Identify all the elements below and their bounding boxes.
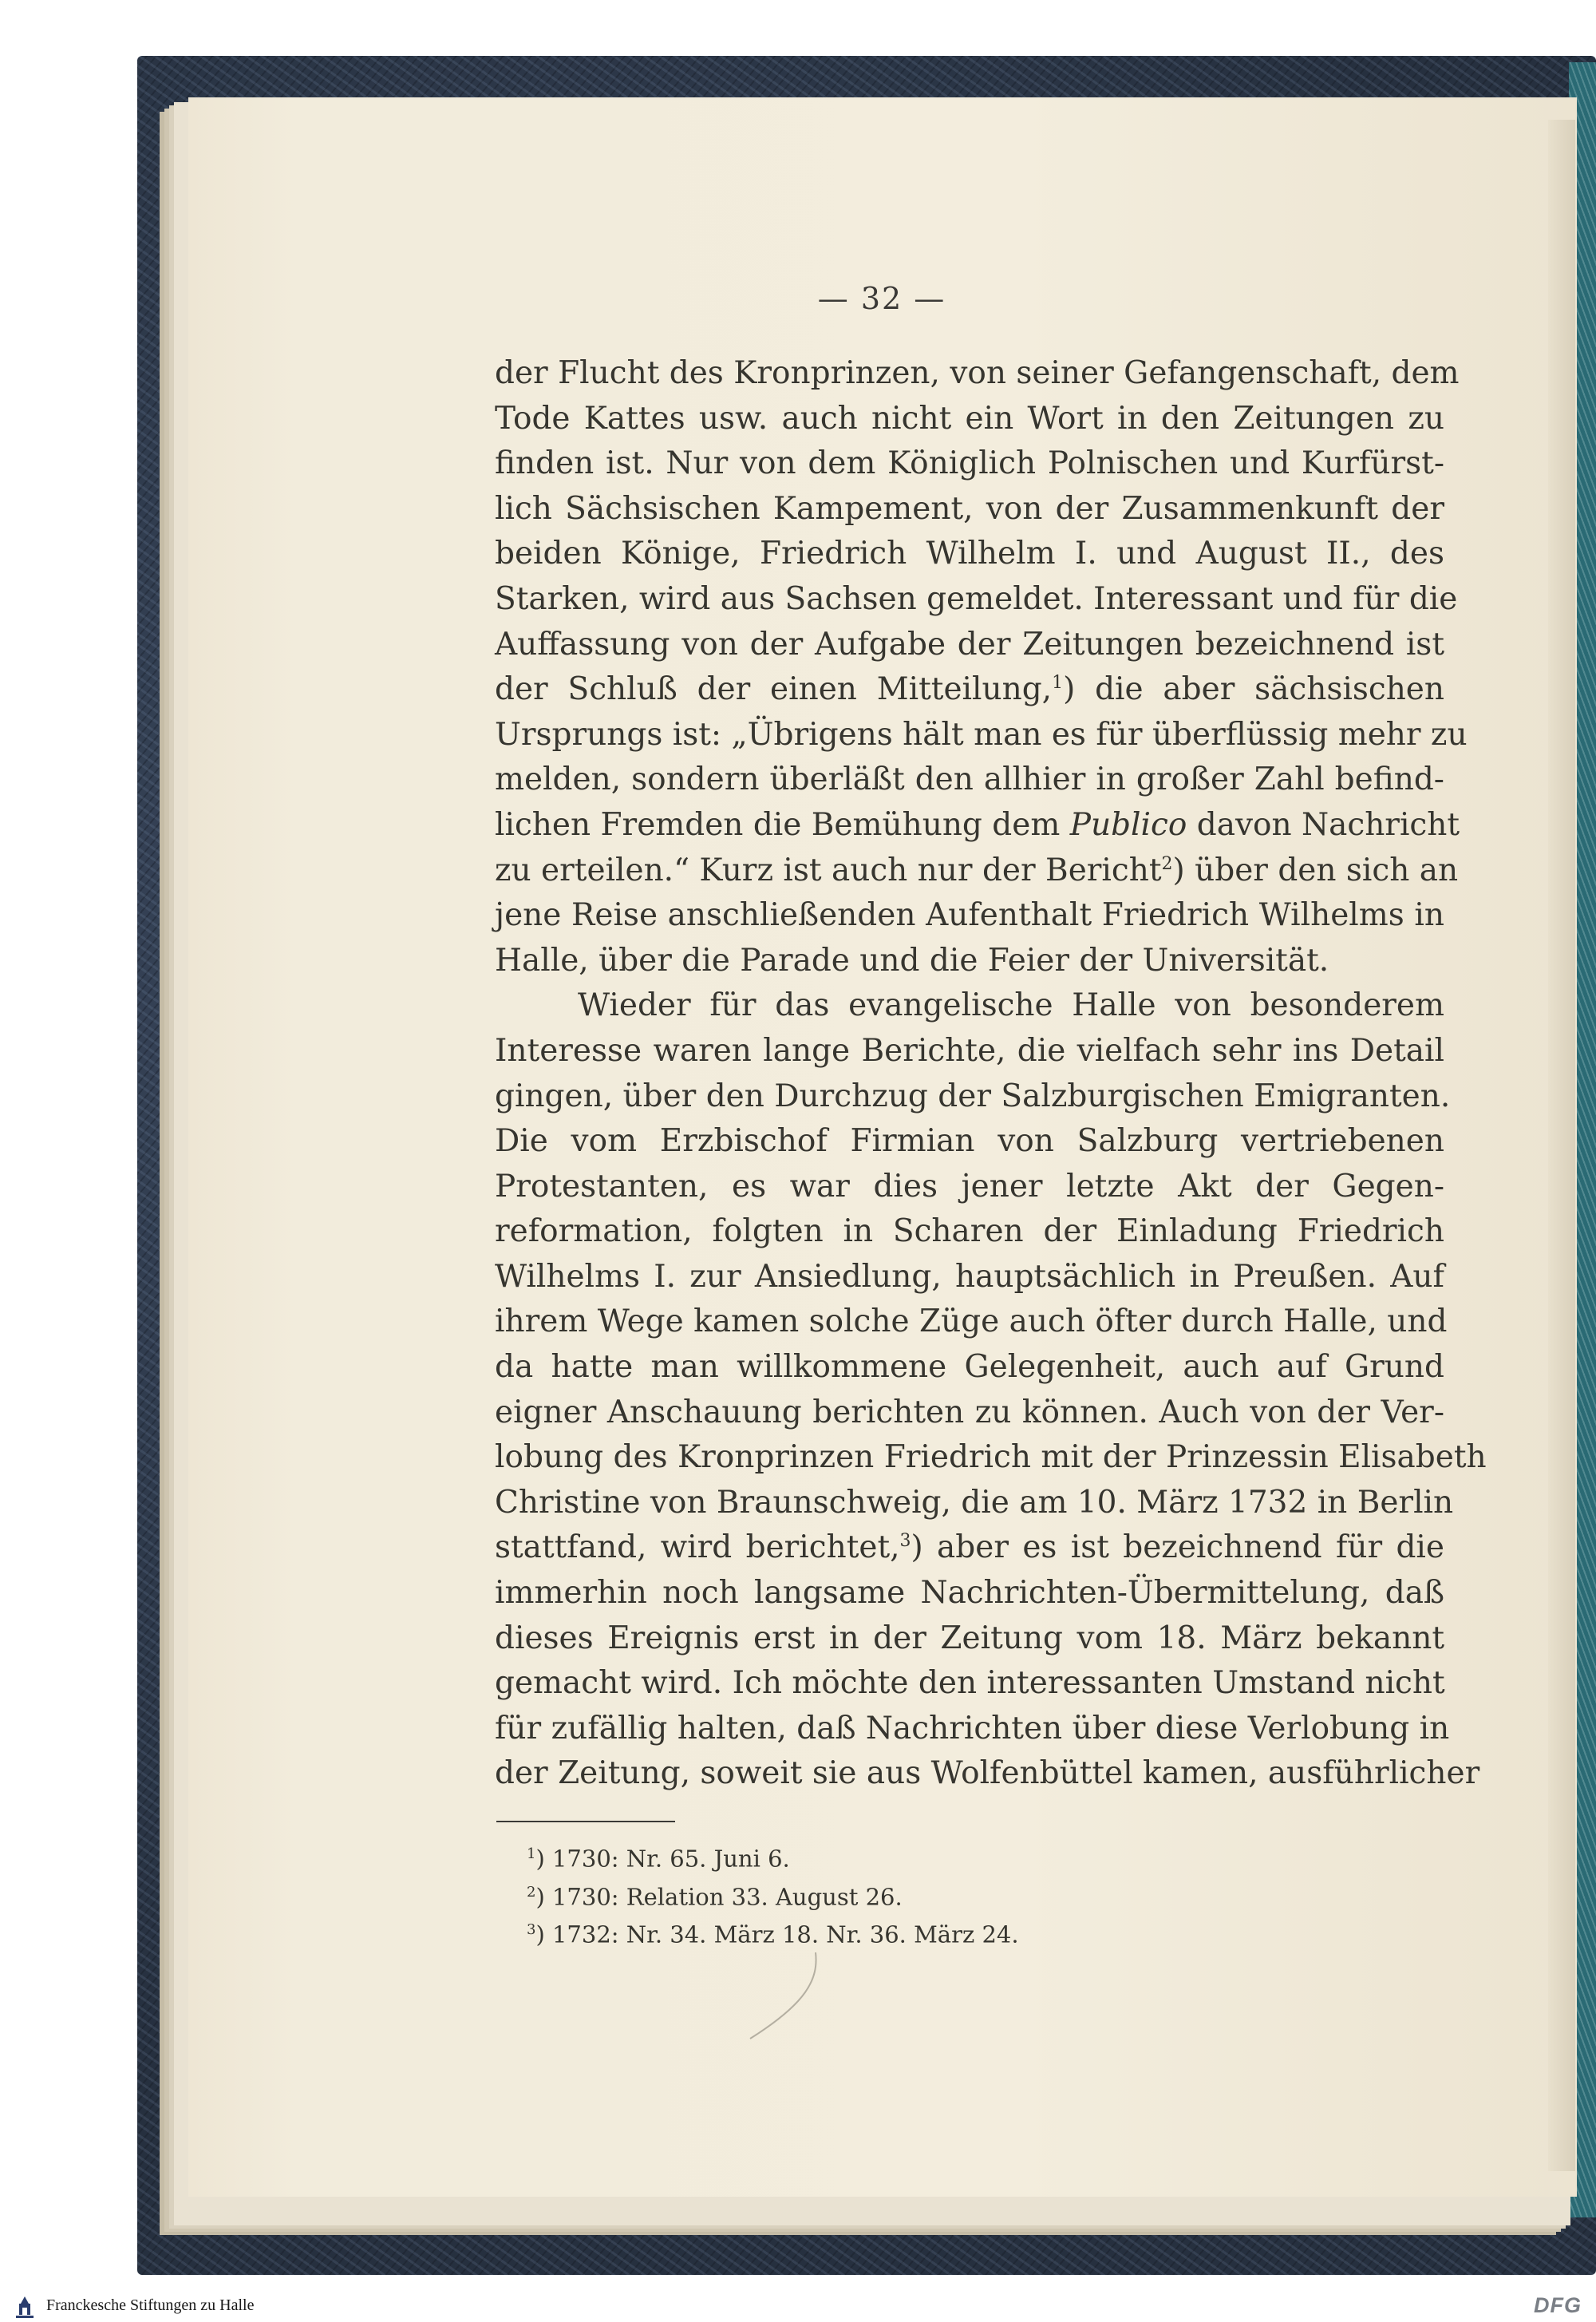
dfg-logo: DFG — [1534, 2293, 1582, 2317]
text-line: jene Reise anschließenden Aufenthalt Friedrich Wilhelms in — [495, 897, 1444, 934]
text-line — [495, 1525, 1444, 1571]
footnote-text: ) 1732: Nr. 34. März 18. Nr. 36. März 24. — [535, 1920, 1019, 1948]
text-segment: zu erteilen.“ Kurz ist auch nur der Bericht — [495, 852, 1162, 888]
footnote-marker: 1 — [527, 1845, 536, 1862]
text-line: beiden Könige, Friedrich Wilhelm I. und August II., des — [495, 536, 1444, 572]
text-line: eigner Anschauung berichten zu können. Auch von der Ver- — [495, 1394, 1444, 1430]
text-line — [495, 803, 1460, 848]
footnote-ref: 2 — [1161, 853, 1173, 874]
footnote — [527, 1876, 1245, 1914]
footnote-text: ) 1730: Nr. 65. Juni 6. — [535, 1845, 790, 1873]
text-line: für zufällig halten, daß Nachrichten über diese Verlobung in — [495, 1710, 1450, 1746]
text-line: ihrem Wege kamen solche Züge auch öfter durch Halle, und — [495, 1303, 1448, 1340]
text-line: Christine von Braunschweig, die am 10. März 1732 in Berlin — [495, 1484, 1454, 1521]
footnotes — [527, 1837, 1245, 1952]
text-line: Halle, über die Parade und die Feier der Universität. — [495, 942, 1329, 979]
body-text — [495, 351, 1487, 1797]
text-line: Auffassung von der Aufgabe der Zeitungen bezeichnend ist — [495, 626, 1444, 663]
footnote-divider — [496, 1821, 675, 1822]
page-curl — [1548, 120, 1575, 2171]
text-segment: stattfand, wird berichtet, — [495, 1529, 900, 1566]
footnote — [527, 1837, 1245, 1876]
text-line: Die vom Erzbischof Firmian von Salzburg vertriebenen — [495, 1123, 1444, 1160]
text-line: gingen, über den Durchzug der Salzburgischen Emigranten. — [495, 1078, 1451, 1114]
institution-logo-icon — [11, 2294, 38, 2321]
text-segment: ) über den sich an — [1172, 852, 1459, 888]
text-line: Tode Kattes usw. auch nicht ein Wort in den Zeitungen zu — [495, 400, 1444, 437]
text-line — [495, 848, 1459, 894]
text-line: Interesse waren lange Berichte, die vielfach sehr ins Detail — [495, 1032, 1444, 1069]
text-line: Wieder für das evangelische Halle von besonderem — [578, 987, 1444, 1024]
footnote — [527, 1913, 1245, 1952]
text-line: finden ist. Nur von dem Königlich Polnischen und Kurfürst- — [495, 445, 1444, 482]
text-line: lich Sächsischen Kampement, von der Zusammenkunft der — [495, 490, 1444, 527]
text-line: gemacht wird. Ich möchte den interessanten Umstand nicht — [495, 1665, 1445, 1702]
text-line: der Flucht des Kronprinzen, von seiner Gefangenschaft, dem — [495, 355, 1460, 391]
pencil-mark — [742, 1948, 854, 2043]
text-line: immerhin noch langsame Nachrichten-Übermittelung, daß — [495, 1575, 1444, 1612]
page-number: — 32 — — [817, 281, 946, 316]
text-segment: ) aber es ist bezeichnend für die — [911, 1529, 1444, 1566]
text-line: der Zeitung, soweit sie aus Wolfenbüttel kamen, ausführlicher — [495, 1755, 1480, 1792]
text-line — [495, 667, 1444, 713]
text-line: melden, sondern überläßt den allhier in großer Zahl befind- — [495, 761, 1444, 798]
text-line: da hatte man willkommene Gelegenheit, auch auf Grund — [495, 1349, 1444, 1386]
institution-name: Franckesche Stiftungen zu Halle — [46, 2296, 255, 2314]
text-line: lobung des Kronprinzen Friedrich mit der Prinzessin Elisabeth — [495, 1439, 1487, 1476]
footnote-ref: 1 — [1052, 673, 1064, 694]
text-segment: davon Nachricht — [1187, 806, 1460, 843]
text-line: dieses Ereignis erst in der Zeitung vom 18. März bekannt — [495, 1620, 1444, 1656]
footnote-marker: 3 — [527, 1921, 536, 1939]
text-line: Protestanten, es war dies jener letzte Akt der Gegen- — [495, 1168, 1444, 1205]
footnote-ref: 3 — [899, 1531, 911, 1552]
text-segment: der Schluß der einen Mitteilung, — [495, 671, 1053, 708]
text-segment: lichen Fremden die Bemühung dem — [495, 806, 1070, 843]
text-segment: ) die aber sächsischen — [1063, 671, 1445, 708]
text-line: Wilhelms I. zur Ansiedlung, hauptsächlich in Preußen. Auf — [495, 1258, 1444, 1295]
text-line: Ursprungs ist: „Übrigens hält man es für überflüssig mehr zu — [495, 716, 1468, 753]
text-line: Starken, wird aus Sachsen gemeldet. Interessant und für die — [495, 580, 1458, 617]
italic-term: Publico — [1069, 806, 1187, 843]
footnote-text: ) 1730: Relation 33. August 26. — [535, 1883, 903, 1911]
text-line: reformation, folgten in Scharen der Einladung Friedrich — [495, 1213, 1444, 1250]
footnote-marker: 2 — [527, 1883, 536, 1901]
